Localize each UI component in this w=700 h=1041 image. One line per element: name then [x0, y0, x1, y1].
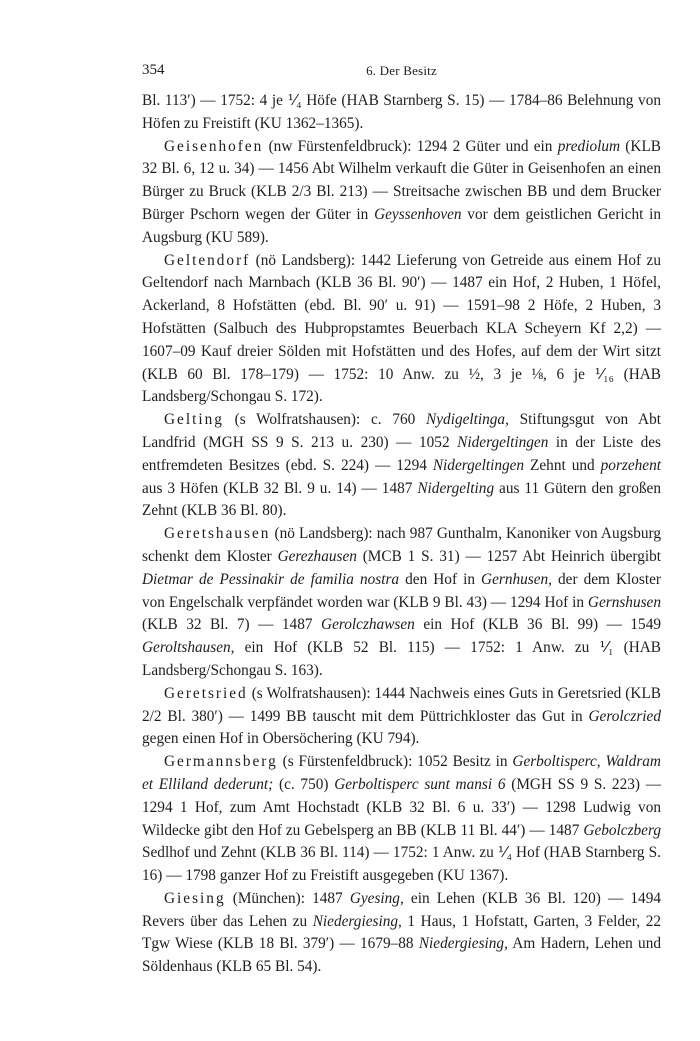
text-segment: Bl. 113′) — 1752: 4 je ⅟₄ Höfe (HAB Starnberg S. 15) — 1784–86 Belehnung von Höfen zu Freistift (KU 1362–1365). — [142, 92, 661, 132]
entry-heading: Geisenhofen — [164, 137, 264, 155]
text-segment: Zehnt und — [524, 456, 601, 474]
italic-text: porzehent — [600, 456, 661, 474]
page-header — [142, 62, 661, 84]
text-segment: (KLB 32 Bl. 7) — 1487 — [142, 616, 322, 634]
italic-text: Niedergiesing, — [418, 935, 508, 953]
entry-heading: Geretsried — [164, 684, 248, 702]
text-segment: den Hof in — [399, 570, 482, 588]
entry-heading: Germannsberg — [164, 753, 278, 771]
text-segment: (s Wolfratshausen): c. 760 — [223, 411, 427, 429]
text-segment: ein Hof (KLB 52 Bl. 115) — 1752: 1 Anw. zu ⅟₁ (HAB Landsberg/Schongau S. 163). — [142, 639, 661, 679]
text-segment: (MGH SS 9 S. 223) — 1294 1 Hof, zum Amt Hochstadt (KLB 32 Bl. 6 u. 33′) — 1298 Ludwig von Wildecke gibt den Hof zu Gebelsperg an BB (KLB 11 Bl. 44′) — 1487 — [142, 775, 661, 839]
paragraph — [142, 250, 661, 410]
italic-text: Nidergeltingen — [432, 456, 525, 474]
entry-heading: Gelting — [164, 411, 224, 429]
italic-text: Gerboltisperc, Waldram et Elliland dederunt; — [142, 753, 661, 793]
italic-text: Gerezhausen — [277, 547, 357, 565]
text-segment: in der Liste des entfremdeten Besitzes (ebd. S. 224) — 1294 — [142, 433, 661, 474]
italic-text: prediolum — [557, 137, 621, 155]
text-segment: (München): 1487 — [225, 889, 350, 907]
entry-heading: Geretshausen — [164, 525, 271, 543]
paragraph — [142, 90, 661, 136]
italic-text: Nydigeltinga, — [426, 411, 509, 429]
text-segment: (s Fürstenfeldbruck): 1052 Besitz in — [277, 753, 513, 771]
text-segment: (nw Fürstenfeldbruck): 1294 2 Güter und ein — [263, 137, 558, 155]
paragraph — [142, 136, 661, 250]
text-segment: ein Hof (KLB 36 Bl. 99) — 1549 — [414, 616, 661, 634]
text-segment: (nö Landsberg): 1442 Lieferung von Getreide aus einem Hof zu Geltendorf nach Marnbach (KLB 36 Bl. 90′) — 1487 ein Hof, 2 Huben, 1 Höfel, Ackerland, 8 Hofstätten (ebd. Bl. 90′ u. 91) — 1591–98 2 Höfe, 2 Huben, 3 Hofstätten (Salbuch des Hubpropstamtes Beuerbach KLA Scheyern Kf 2,2) — 1607–09 Kauf dreier Sölden mit Hofstätten und des Hofes, auf dem der Wirt sitzt (KLB 60 Bl. 178–179) — 1752: 10 Anw. zu ½, 3 je ⅛, 6 je ⅟₁₆ (HAB Landsberg/Schongau S. 172). — [142, 251, 661, 406]
paragraph — [142, 751, 661, 888]
text-segment: (nö Landsberg): nach 987 Gunthalm, Kanoniker von Augsburg schenkt dem Kloster — [142, 525, 661, 565]
italic-text: Nidergelting — [417, 479, 495, 497]
text-segment: ein Lehen (KLB 36 Bl. 120) — 1494 Revers über das Lehen zu — [142, 889, 661, 930]
paragraph — [142, 409, 661, 523]
entry-heading: Geltendorf — [164, 251, 251, 269]
paragraph — [142, 523, 661, 683]
italic-text: Gebolczberg — [583, 821, 661, 839]
entry-heading: Giesing — [164, 889, 226, 907]
page-number: 354 — [142, 62, 165, 78]
body-text — [142, 90, 661, 979]
paragraph — [142, 683, 661, 751]
italic-text: Geyssenhoven — [374, 205, 462, 223]
text-segment: Am Hadern, Lehen und Söldenhaus (KLB 65 Bl. 54). — [142, 935, 661, 976]
text-segment: Stiftungsgut von Abt Landfrid (MGH SS 9 S. 213 u. 230) — 1052 — [142, 411, 661, 451]
italic-text: Dietmar de Pessinakir de familia nostra — [142, 570, 400, 588]
italic-text: Gyesing, — [349, 889, 404, 907]
text-segment: (c. 750) — [273, 775, 335, 793]
text-segment: Sedlhof und Zehnt (KLB 36 Bl. 114) — 1752: 1 Anw. zu ⅟₄ Hof (HAB Starnberg S. 16) — 1798 ganzer Hof zu Freistift ausgegeben (KU 1367). — [142, 844, 661, 885]
text-segment: der dem Kloster von Engelschalk verpfändet worden war (KLB 9 Bl. 43) — 1294 Hof in — [142, 570, 662, 611]
text-segment: vor dem geistlichen Gericht in Augsburg (KU 589). — [142, 205, 661, 246]
italic-text: Gerboltisperc sunt mansi 6 — [334, 775, 506, 793]
italic-text: Gernshusen — [587, 593, 661, 611]
italic-text: Gerolczried — [588, 707, 661, 725]
text-segment: (MCB 1 S. 31) — 1257 Abt Heinrich übergibt — [356, 547, 661, 565]
italic-text: Niedergiesing, — [312, 912, 402, 930]
text-segment: aus 3 Höfen (KLB 32 Bl. 9 u. 14) — 1487 — [142, 479, 418, 497]
text-segment: (KLB 32 Bl. 6, 12 u. 34) — 1456 Abt Wilhelm verkauft die Güter in Geisenhofen an einen Bürger zu Bruck (KLB 2/3 Bl. 213) — Streitsache zwischen BB und dem Brucker Bürger Pschorn wegen der Güter in — [142, 137, 661, 223]
italic-text: Gerolczhawsen — [321, 616, 415, 634]
text-segment: (s Wolfratshausen): 1444 Nachweis eines Guts in Geretsried (KLB 2/2 Bl. 380′) — 1499 BB tauscht mit dem Püttrichkloster das Gut in — [142, 684, 661, 725]
paragraph — [142, 888, 661, 979]
italic-text: Nidergeltingen — [457, 433, 549, 451]
italic-text: Gernhusen, — [481, 570, 552, 588]
text-segment: aus 11 Gütern den großen Zehnt (KLB 36 Bl. 80). — [142, 479, 661, 520]
italic-text: Geroltshausen, — [142, 639, 235, 657]
text-segment: gegen einen Hof in Obersöchering (KU 794). — [142, 730, 420, 748]
text-segment: 1 Haus, 1 Hofstatt, Garten, 3 Felder, 22 Tgw Wiese (KLB 18 Bl. 379′) — 1679–88 — [142, 912, 661, 953]
running-head: 6. Der Besitz — [366, 63, 437, 78]
